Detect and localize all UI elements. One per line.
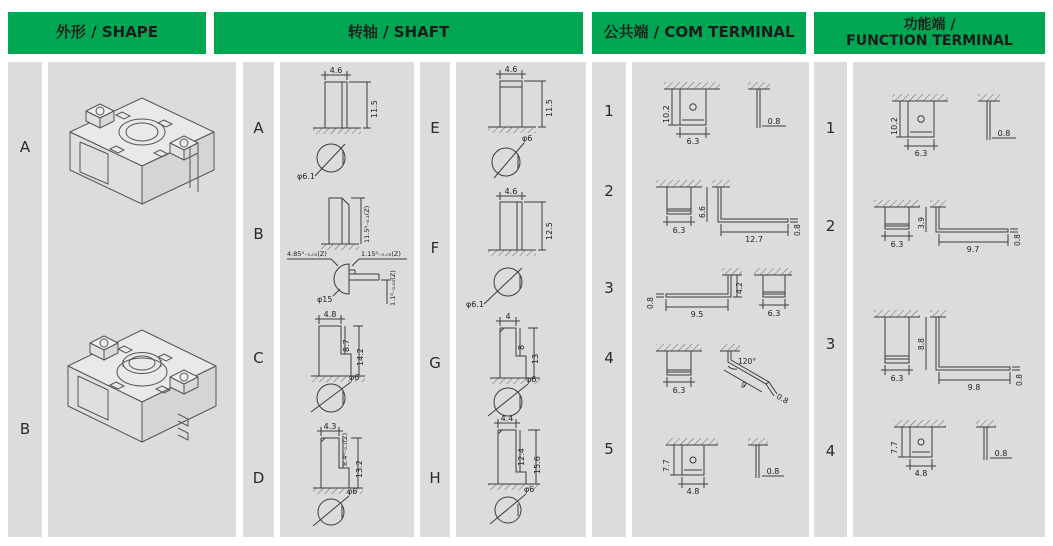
func-1-thick-dim: 0.8 [997,129,1011,138]
shaft-d-mid-dim: 8.4⁰₋₀.₁(Z) [341,432,349,466]
com-3-width-dim: 6.3 [767,309,781,318]
shaft-row-h-label: H [429,469,441,487]
com-3-vert-dim: 4.2 [735,282,744,294]
header-function-line2: FUNCTION TERMINAL [846,33,1013,49]
com-row-5-label: 5 [604,440,614,458]
com-terminal-1-drawing [636,76,804,172]
func-terminal-1-drawing [858,88,1038,184]
shaft-g-mid-dim: 8 [517,344,526,350]
com-4-run-dim: 9 [739,379,748,391]
func-4-thick-dim: 0.8 [994,449,1008,458]
shaft-e-drawing [460,66,584,188]
com-4-thick-dim: 0.8 [775,391,790,406]
com-1-height-dim: 10.2 [662,105,671,123]
shaft-h-mid-dim: 12.4 [517,448,526,466]
shaft-a-dia-dim: φ6.1 [297,172,315,181]
func-row-2-label: 2 [825,217,836,235]
com-4-angle-dim: 120° [738,357,757,366]
shaft-row-a-label: A [253,119,264,137]
shape-a-drawing [52,90,232,210]
com-row-2-label: 2 [604,182,614,200]
shaft-c-width-dim: 4.8 [323,310,337,319]
shaft-d-drawing [285,420,409,534]
com-3-run-dim: 9.5 [690,310,704,319]
shape-row-b-label: B [19,420,31,438]
com-1-width-dim: 6.3 [686,137,700,146]
com-5-width-dim: 4.8 [686,487,700,496]
shaft-f-dia-dim: φ6.1 [466,300,484,309]
header-com-label: 公共端 / COM TERMINAL [603,23,795,42]
func-3-width-dim: 6.3 [890,374,904,383]
func-row-3-label: 3 [825,335,836,353]
shaft-row-c-label: C [253,349,264,367]
shaft-b-height-dim: 11.5⁰₋₀.₁(Z) [363,205,371,243]
func-3-vert-dim: 8.8 [917,338,926,350]
com-4-width-dim: 6.3 [672,386,686,395]
com-row-3-label: 3 [604,279,614,297]
shaft-d-height-dim: 13.2 [355,460,364,478]
func-4-width-dim: 4.8 [914,469,928,478]
shaft-f-height-dim: 12.5 [545,222,554,240]
shaft-a-width-dim: 4.6 [329,66,343,75]
shaft-a-drawing [285,66,409,184]
shaft-e-height-dim: 11.5 [545,99,554,117]
shaft-e-dia-dim: φ6 [522,134,533,143]
com-5-thick-dim: 0.8 [766,467,780,476]
func-4-height-dim: 7.7 [890,441,899,454]
com-1-thick-dim: 0.8 [767,117,781,126]
shaft-b-thick-dim: 1.1⁰₋₀.₀₅(Z) [389,270,397,306]
com-2-thick-dim: 0.8 [793,224,802,236]
func-3-run-dim: 9.8 [967,383,981,392]
com-terminal-2-drawing [636,174,804,258]
func-2-width-dim: 6.3 [890,240,904,249]
com-row-4-label: 4 [604,349,614,367]
header-shape [8,12,206,54]
func-3-thick-dim: 0.8 [1015,374,1024,386]
shaft-row-d-label: D [252,469,265,487]
shaft-e-width-dim: 4.6 [504,66,518,74]
shaft-a-height-dim: 11.5 [370,100,379,118]
com-2-vert-dim: 6.6 [698,206,707,218]
func-1-height-dim: 10.2 [890,117,899,135]
shape-b-drawing [52,318,232,468]
shaft-g-dia-dim: φ6 [526,375,537,384]
func-row-4-label: 4 [825,442,836,460]
func-2-thick-dim: 0.8 [1013,234,1022,246]
shaft-h-height-dim: 15.6 [533,456,542,474]
shaft-b-right-dim: 1.15⁰₋₀.₀₅(Z) [361,250,401,258]
shaft-row-f-label: F [430,239,440,257]
com-3-thick-dim: 0.8 [646,297,655,309]
header-function-line1: 功能端 / [903,16,956,33]
header-shaft-label: 转轴 / SHAFT [347,23,450,42]
com-terminal-4-drawing [636,336,804,432]
shaft-b-drawing [285,186,409,308]
shaft-f-drawing [460,188,584,310]
shaft-h-dia-dim: φ6 [524,485,535,494]
com-terminal-5-drawing [636,432,804,512]
com-2-run-dim: 12.7 [745,235,763,244]
func-2-run-dim: 9.7 [966,245,980,254]
header-com [592,12,806,54]
com-label-column [592,62,626,537]
shaft-h-width-dim: 4.4 [500,414,514,423]
shaft-h-drawing [460,414,584,536]
func-1-width-dim: 6.3 [914,149,928,158]
shape-row-a-label: A [19,138,31,156]
shaft-c-dia-dim: φ6 [349,373,360,382]
shaft-c-drawing [285,310,409,418]
shaft-c-mid-dim: 8.7 [342,339,351,352]
shaft-g-drawing [460,310,584,420]
shaft-d-dia-dim: φ6 [347,487,358,496]
shaft-b-left-dim: 4.85⁰₋₀.₀₅(Z) [287,250,327,258]
com-terminal-3-drawing [636,264,804,336]
com-2-width-dim: 6.3 [672,226,686,235]
shaft-c-height-dim: 14.2 [356,348,365,366]
shape-label-column [8,62,42,537]
func-terminal-3-drawing [858,306,1038,396]
shaft-d-width-dim: 4.3 [323,422,337,431]
com-row-1-label: 1 [604,102,614,120]
header-shaft [214,12,583,54]
shaft-g-width-dim: 4 [505,312,511,321]
shaft-row-g-label: G [429,354,441,372]
func-terminal-2-drawing [858,196,1038,264]
func-row-1-label: 1 [825,119,836,137]
shaft-row-b-label: B [253,225,264,243]
header-shape-label: 外形 / SHAPE [55,23,159,42]
shaft-f-width-dim: 4.6 [504,188,518,196]
shaft-g-height-dim: 13 [531,353,540,364]
shaft-row-e-label: E [430,119,440,137]
func-2-vert-dim: 3.9 [917,217,926,229]
shaft-b-dia-dim: φ15 [317,295,333,304]
header-function [814,12,1045,54]
func-terminal-4-drawing [858,414,1038,510]
com-5-height-dim: 7.7 [662,459,671,472]
header-function-label [846,17,1013,49]
